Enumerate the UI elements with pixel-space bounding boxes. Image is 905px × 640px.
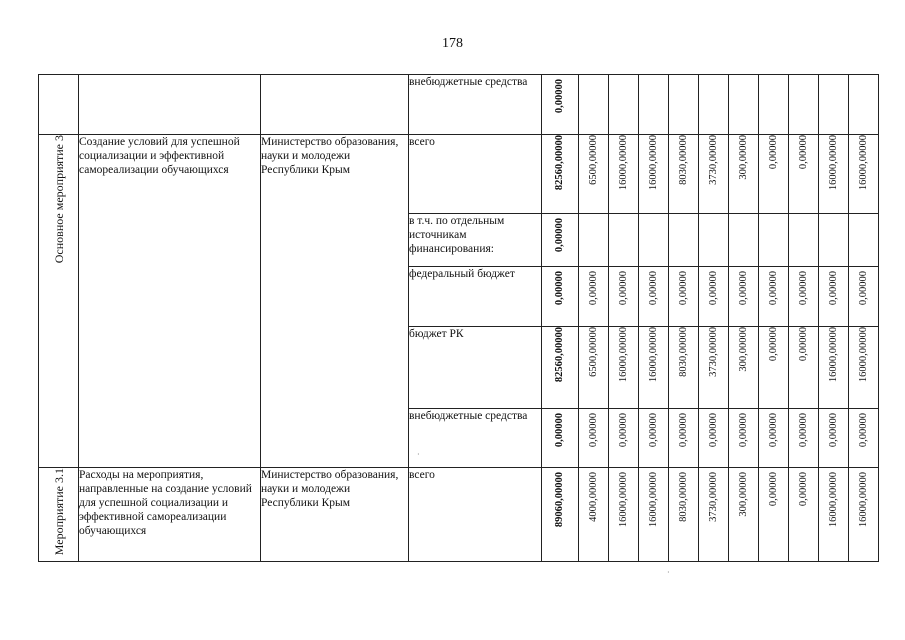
year-amount-cell [699,135,729,214]
amount-value: 0,00000 [767,135,779,170]
total-amount-cell [542,409,579,468]
amount-value: 0,00000 [587,271,599,306]
funding-source-cell [409,267,542,327]
year-amount-cell [579,75,609,135]
year-amount-cell [819,267,849,327]
amount-value: 0,00000 [554,413,565,448]
year-amount-cell [579,267,609,327]
total-amount-cell [542,135,579,214]
year-amount-cell [729,135,759,214]
amount-value: 0,00000 [737,413,749,448]
year-amount-cell [579,214,609,267]
year-amount-cell [609,327,639,409]
scan-speck: · [667,568,670,577]
amount-value: 16000,00000 [827,472,839,528]
amount-value: 0,00000 [554,79,565,114]
amount-value: 16000,00000 [647,472,659,528]
amount-value: 0,00000 [554,271,565,306]
amount-value: 16000,00000 [857,327,869,383]
year-amount-cell [849,214,879,267]
amount-value: 0,00000 [617,271,629,306]
year-amount-cell [759,267,789,327]
amount-value: 0,00000 [857,413,869,448]
amount-value: 16000,00000 [647,327,659,383]
year-amount-cell [669,409,699,468]
funding-source-label: всего [409,136,435,148]
amount-value: 6500,00000 [587,135,599,185]
amount-value: 3730,00000 [707,472,719,522]
executor-name-text: Министерство образования, науки и молодежи Республики Крым [261,136,399,176]
year-amount-cell [579,327,609,409]
year-amount-cell [789,135,819,214]
year-amount-cell [699,468,729,562]
activity-name [79,135,261,468]
amount-value: 0,00000 [767,413,779,448]
amount-value: 0,00000 [797,327,809,362]
amount-value: 82560,00000 [554,135,565,191]
year-amount-cell [819,214,849,267]
year-amount-cell [639,468,669,562]
amount-value: 8030,00000 [677,135,689,185]
amount-value: 0,00000 [587,413,599,448]
amount-value: 0,00000 [797,472,809,507]
amount-value: 16000,00000 [857,472,869,528]
amount-value: 16000,00000 [617,472,629,528]
year-amount-cell [759,327,789,409]
amount-value: 3730,00000 [707,135,719,185]
activity-name-text: Расходы на мероприятия, направленные на создание условий для успешной социализации и эффективной самореализации обучающихся [79,469,252,537]
year-amount-cell [729,327,759,409]
year-amount-cell [609,75,639,135]
amount-value: 0,00000 [827,271,839,306]
year-amount-cell [579,135,609,214]
year-amount-cell [759,468,789,562]
year-amount-cell [579,409,609,468]
total-amount-cell [542,75,579,135]
year-amount-cell [639,327,669,409]
year-amount-cell [669,135,699,214]
year-amount-cell [819,409,849,468]
activity-label-text: Основное мероприятие 3 [51,135,66,264]
empty-cell [79,75,261,135]
amount-value: 0,00000 [554,218,565,253]
total-amount-cell [542,267,579,327]
amount-value: 0,00000 [707,413,719,448]
amount-value: 0,00000 [737,271,749,306]
amount-value: 8030,00000 [677,327,689,377]
amount-value: 0,00000 [797,271,809,306]
year-amount-cell [849,135,879,214]
amount-value: 0,00000 [797,135,809,170]
year-amount-cell [789,327,819,409]
total-amount-cell [542,468,579,562]
amount-value: 0,00000 [827,413,839,448]
year-amount-cell [639,214,669,267]
page-number: 178 [442,36,463,51]
year-amount-cell [699,409,729,468]
amount-value: 16000,00000 [617,135,629,191]
year-amount-cell [669,75,699,135]
amount-value: 16000,00000 [647,135,659,191]
activity-label [39,468,79,562]
amount-value: 0,00000 [677,413,689,448]
year-amount-cell [609,214,639,267]
year-amount-cell [819,327,849,409]
year-amount-cell [849,267,879,327]
table-row [39,468,879,562]
year-amount-cell [849,75,879,135]
year-amount-cell [699,214,729,267]
amount-value: 16000,00000 [857,135,869,191]
amount-value: 4000,00000 [587,472,599,522]
empty-cell [39,75,79,135]
total-amount-cell [542,327,579,409]
executor-name-text: Министерство образования, науки и молодежи Республики Крым [261,469,399,509]
year-amount-cell [669,267,699,327]
activity-name [79,468,261,562]
year-amount-cell [639,267,669,327]
year-amount-cell [789,214,819,267]
amount-value: 0,00000 [707,271,719,306]
amount-value: 6500,00000 [587,327,599,377]
year-amount-cell [609,409,639,468]
year-amount-cell [669,214,699,267]
amount-value: 0,00000 [767,271,779,306]
year-amount-cell [759,135,789,214]
funding-source-cell [409,327,542,409]
amount-value: 8030,00000 [677,472,689,522]
total-amount-cell [542,214,579,267]
funding-source-cell [409,468,542,562]
year-amount-cell [639,409,669,468]
empty-cell [261,75,409,135]
table-row [39,75,879,135]
year-amount-cell [699,75,729,135]
funding-source-label: федеральный бюджет [409,268,515,280]
funding-source-label: всего [409,469,435,481]
year-amount-cell [609,468,639,562]
executor-name [261,468,409,562]
year-amount-cell [669,327,699,409]
year-amount-cell [609,267,639,327]
year-amount-cell [639,75,669,135]
table-row [39,135,879,214]
amount-value: 300,00000 [737,472,749,517]
year-amount-cell [819,135,849,214]
amount-value: 82560,00000 [554,327,565,383]
year-amount-cell [639,135,669,214]
funding-source-label: бюджет РК [409,328,464,340]
funding-source-cell [409,135,542,214]
funding-source-label: в т.ч. по отдельным источникам финансирования: [409,215,505,255]
funding-table [38,74,879,562]
year-amount-cell [699,267,729,327]
funding-source-cell [409,409,542,468]
year-amount-cell [579,468,609,562]
amount-value: 0,00000 [767,472,779,507]
activity-label [39,135,79,468]
year-amount-cell [819,468,849,562]
year-amount-cell [729,75,759,135]
year-amount-cell [849,327,879,409]
year-amount-cell [729,409,759,468]
executor-name [261,135,409,468]
activity-name-text: Создание условий для успешной социализации и эффективной самореализации обучающихся [79,136,240,176]
year-amount-cell [789,468,819,562]
year-amount-cell [849,468,879,562]
activity-label-text: Мероприятие 3.1 [51,468,66,556]
year-amount-cell [819,75,849,135]
amount-value: 16000,00000 [617,327,629,383]
funding-source-cell [409,75,542,135]
amount-value: 0,00000 [647,413,659,448]
year-amount-cell [729,214,759,267]
amount-value: 16000,00000 [827,327,839,383]
year-amount-cell [759,75,789,135]
amount-value: 0,00000 [617,413,629,448]
year-amount-cell [729,267,759,327]
year-amount-cell [789,75,819,135]
year-amount-cell [669,468,699,562]
year-amount-cell [789,267,819,327]
scan-speck: · [417,450,420,459]
amount-value: 0,00000 [647,271,659,306]
year-amount-cell [609,135,639,214]
amount-value: 0,00000 [857,271,869,306]
funding-source-label: внебюджетные средства [409,76,528,88]
amount-value: 89060,00000 [554,472,565,528]
amount-value: 3730,00000 [707,327,719,377]
amount-value: 300,00000 [737,327,749,372]
year-amount-cell [729,468,759,562]
funding-source-label: внебюджетные средства [409,410,528,422]
year-amount-cell [789,409,819,468]
year-amount-cell [699,327,729,409]
year-amount-cell [759,214,789,267]
funding-source-cell [409,214,542,267]
year-amount-cell [759,409,789,468]
amount-value: 300,00000 [737,135,749,180]
amount-value: 0,00000 [797,413,809,448]
amount-value: 0,00000 [677,271,689,306]
amount-value: 0,00000 [767,327,779,362]
amount-value: 16000,00000 [827,135,839,191]
year-amount-cell [849,409,879,468]
